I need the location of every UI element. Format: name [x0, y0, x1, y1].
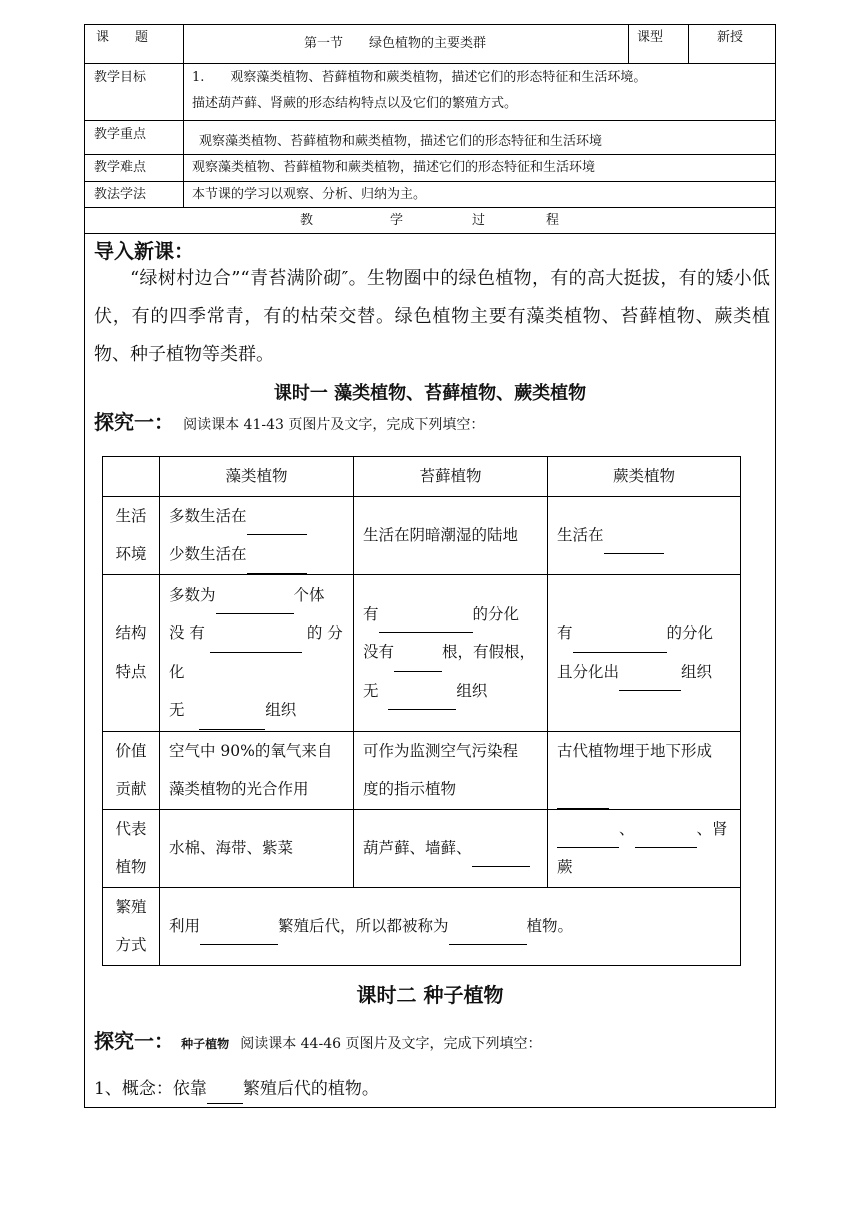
blank[interactable] — [379, 616, 473, 633]
process-char: 学 — [390, 213, 404, 228]
key-label: 教学重点 — [94, 127, 147, 142]
blank[interactable] — [207, 1083, 243, 1104]
rep-moss: 葫芦藓、墙藓、 — [354, 809, 548, 887]
blank[interactable] — [557, 792, 609, 809]
lesson2-explore — [94, 1026, 541, 1059]
col-header: 藻类植物 — [160, 457, 354, 497]
topic-label: 课 题 — [96, 30, 149, 45]
blank[interactable] — [449, 928, 527, 945]
key-value: 观察藻类植物、苔藓植物和蕨类植物，描述它们的形态特征和生活环境 — [199, 134, 603, 149]
value-algae: 空气中 90%的氧气来自 藻类植物的光合作用 — [160, 731, 354, 809]
type-divider — [688, 24, 689, 64]
row-line — [84, 233, 776, 234]
blank[interactable] — [573, 636, 667, 653]
structure-moss: 有 的分化 没有 根，有假根， 无 组织 — [354, 574, 548, 731]
table-row — [103, 731, 741, 809]
row-line — [84, 207, 776, 208]
method-value: 本节课的学习以观察、分析、归纳为主。 — [192, 187, 427, 202]
rep-algae: 水棉、海带、紫菜 — [160, 809, 354, 887]
row-line — [84, 120, 776, 121]
habitat-fern: 生活在 — [548, 496, 741, 574]
blank[interactable] — [247, 518, 307, 535]
explore-text: 阅读课本 44-46 页图片及文字，完成下列填空： — [240, 1036, 542, 1052]
row-label: 繁殖 方式 — [103, 887, 160, 965]
habitat-moss: 生活在阴暗潮湿的陆地 — [354, 496, 548, 574]
blank[interactable] — [557, 831, 619, 848]
row-label: 代表 植物 — [103, 809, 160, 887]
lesson1-title: 课时一 藻类植物、苔藓植物、蕨类植物 — [273, 383, 587, 404]
table-row — [103, 574, 741, 731]
type-value: 新授 — [717, 30, 744, 45]
explore-label: 探究一： — [94, 1029, 174, 1053]
frame-top — [84, 24, 776, 25]
type-label: 课型 — [637, 30, 664, 45]
explore-sub: 种子植物 — [181, 1037, 230, 1051]
blank[interactable] — [200, 928, 278, 945]
reproduction-text: 利用 繁殖后代，所以都被称为 植物。 — [160, 887, 741, 965]
intro-paragraph: “绿树村边合”“青苔满阶砌″。生物圈中的绿色植物，有的高大挺拔，有的矮小低伏，有的四季常青，有的枯荣交替。绿色植物主要有藻类植物、苔藓植物、蕨类植物、种子植物等类群。 — [94, 268, 770, 365]
lesson2-title: 课时二 种子植物 — [356, 983, 504, 1007]
value-moss: 可作为监测空气污染程 度的指示植物 — [354, 731, 548, 809]
blank[interactable] — [210, 636, 302, 653]
process-char: 过 — [472, 213, 486, 228]
row-line — [84, 63, 776, 64]
structure-algae: 多数为 个体 没 有 的 分 化 无 组织 — [160, 574, 354, 731]
process-char: 程 — [546, 213, 560, 228]
difficult-value: 观察藻类植物、苔藓植物和蕨类植物，描述它们的形态特征和生活环境 — [192, 160, 596, 175]
frame-bottom — [84, 1107, 776, 1108]
lesson1-explore — [94, 408, 484, 439]
blank[interactable] — [635, 831, 697, 848]
process-char: 教 — [300, 213, 314, 228]
goals-line-1: 1. 观察藻类植物、苔藓植物和蕨类植物，描述它们的形态特征和生活环境。 — [192, 70, 647, 85]
blank[interactable] — [472, 850, 530, 867]
value-fern: 古代植物埋于地下形成 — [548, 731, 741, 809]
row-label: 价值 贡献 — [103, 731, 160, 809]
rep-fern: 、 、肾 蕨 — [548, 809, 741, 887]
concept-line: 1、概念：依靠 繁殖后代的植物。 — [94, 1074, 379, 1104]
row-label: 结构 特点 — [103, 574, 160, 731]
explore-label: 探究一： — [94, 410, 174, 434]
table-row — [103, 496, 741, 574]
blank[interactable] — [199, 713, 265, 730]
blank[interactable] — [388, 693, 456, 710]
goals-line-2: 描述葫芦藓、肾蕨的形态结构特点以及它们的繁殖方式。 — [192, 96, 518, 111]
blank[interactable] — [619, 674, 681, 691]
row-line — [84, 181, 776, 182]
table-row — [103, 887, 741, 965]
explore-text: 阅读课本 41-43 页图片及文字，完成下列填空： — [183, 417, 485, 433]
frame-right — [775, 24, 776, 1108]
habitat-algae: 多数生活在 少数生活在 — [160, 496, 354, 574]
frame-left — [84, 24, 85, 1108]
method-label: 教法学法 — [94, 187, 147, 202]
blank[interactable] — [604, 537, 664, 554]
table-corner — [103, 457, 160, 497]
label-divider — [183, 24, 184, 208]
plant-comparison-table — [102, 456, 741, 966]
col-header: 蕨类植物 — [548, 457, 741, 497]
table-row — [103, 809, 741, 887]
structure-fern: 有 的分化 且分化出 组织 — [548, 574, 741, 731]
difficult-label: 教学难点 — [94, 160, 147, 175]
blank[interactable] — [247, 557, 307, 574]
blank[interactable] — [394, 655, 442, 672]
goals-label: 教学目标 — [94, 70, 147, 85]
topic-value: 第一节 绿色植物的主要类群 — [304, 36, 487, 51]
table-header-row — [103, 457, 741, 497]
col-header: 苔藓植物 — [354, 457, 548, 497]
intro-heading: 导入新课： — [94, 239, 194, 263]
type-divider — [628, 24, 629, 64]
row-line — [84, 154, 776, 155]
blank[interactable] — [216, 597, 294, 614]
row-label: 生活 环境 — [103, 496, 160, 574]
